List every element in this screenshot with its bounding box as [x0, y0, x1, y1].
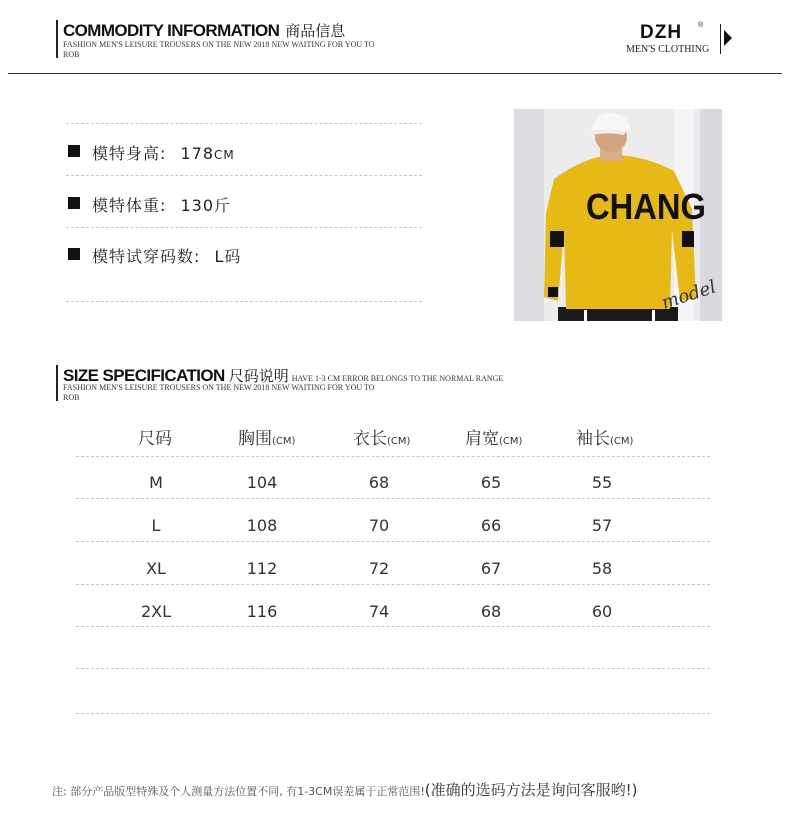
table-cell: 74	[368, 602, 390, 621]
table-cell: XL	[146, 559, 166, 578]
model-height	[92, 141, 235, 164]
model-weight	[92, 193, 231, 216]
header-label: 肩宽	[465, 429, 499, 449]
header-label: 袖长	[576, 429, 610, 449]
photo-signature: model	[659, 276, 719, 314]
divider-dashed	[76, 713, 710, 714]
table-cell: 2XL	[140, 602, 172, 621]
table-cell: 108	[246, 516, 278, 535]
divider-dashed	[76, 584, 710, 585]
brand-registered-mark: ®	[698, 22, 704, 29]
header-label: 胸围	[238, 429, 272, 449]
table-cell: L	[151, 516, 161, 535]
table-cell: 58	[591, 559, 613, 578]
footnote-big: (准确的选码方法是询问客服哟!)	[424, 781, 638, 799]
bullet-square-icon	[68, 145, 80, 157]
bullet-square-icon	[68, 248, 80, 260]
brand-divider	[720, 24, 721, 54]
divider-dashed	[76, 541, 710, 542]
table-cell: M	[149, 473, 163, 492]
table-cell: 67	[480, 559, 502, 578]
divider-dashed	[66, 227, 422, 228]
title-en: COMMODITY INFORMATION	[63, 21, 280, 40]
footnote	[52, 779, 637, 800]
table-header-size	[138, 424, 172, 449]
footnote-small: 注: 部分产品版型特殊及个人测量方法位置不同, 有1-3CM误差属于正常范围!	[52, 785, 425, 798]
divider-dashed	[66, 123, 422, 124]
table-cell: 68	[368, 473, 390, 492]
divider-dashed	[76, 498, 710, 499]
table-cell: 68	[480, 602, 502, 621]
table-cell: 66	[480, 516, 502, 535]
table-header-sleeve	[576, 424, 633, 449]
table-cell: 72	[368, 559, 390, 578]
header-divider	[8, 73, 782, 74]
brand-logo: DZH	[640, 22, 683, 43]
model-photo-illustration	[514, 109, 722, 321]
table-cell: 57	[591, 516, 613, 535]
shirt-print: CHANG	[586, 186, 706, 227]
divider-dashed	[76, 668, 710, 669]
table-cell: 60	[591, 602, 613, 621]
size-note: HAVE 1-3 CM ERROR BELONGS TO THE NORMAL RANGE	[291, 374, 504, 383]
table-header-shoulder	[465, 424, 522, 449]
table-cell: 112	[246, 559, 278, 578]
table-cell: 55	[591, 473, 613, 492]
size-title-en: SIZE SPECIFICATION	[63, 366, 225, 385]
size-subtitle: FASHION MEN'S LEISURE TROUSERS ON THE NEW 2018 NEW WAITING FOR YOU TO ROB	[63, 383, 375, 402]
table-header-chest	[238, 424, 295, 449]
model-photo	[514, 109, 722, 321]
header-subtitle: FASHION MEN'S LEISURE TROUSERS ON THE NEW 2018 NEW WAITING FOR YOU TO ROB	[63, 40, 375, 59]
brand-tagline: MEN'S CLOTHING	[626, 44, 710, 55]
model-height-value: 178	[180, 144, 215, 163]
divider-dashed	[66, 301, 422, 302]
size-title-cn: 尺码说明	[228, 367, 289, 385]
model-size-label: 模特试穿码数:	[92, 247, 201, 266]
title-cn: 商品信息	[285, 22, 346, 40]
table-cell: 116	[246, 602, 278, 621]
divider-dashed	[76, 456, 710, 457]
model-size	[92, 244, 241, 267]
divider-dashed	[76, 626, 710, 627]
model-weight-value: 130斤	[180, 196, 232, 215]
table-cell: 104	[246, 473, 278, 492]
model-height-label: 模特身高:	[92, 144, 167, 163]
model-height-unit: CM	[214, 148, 235, 162]
table-header-length	[353, 424, 410, 449]
header-label: 尺码	[138, 429, 172, 449]
header-accent-bar	[56, 20, 58, 58]
table-cell: 70	[368, 516, 390, 535]
arrow-right-icon	[724, 30, 732, 46]
header-unit: (CM)	[610, 436, 634, 447]
divider-dashed	[66, 175, 422, 176]
page-title	[63, 20, 345, 41]
model-size-value: L码	[214, 247, 242, 266]
header-label: 衣长	[353, 429, 387, 449]
bullet-square-icon	[68, 197, 80, 209]
table-cell: 65	[480, 473, 502, 492]
header-unit: (CM)	[272, 436, 296, 447]
header-unit: (CM)	[499, 436, 523, 447]
model-weight-label: 模特体重:	[92, 196, 167, 215]
size-accent-bar	[56, 365, 58, 401]
header-unit: (CM)	[387, 436, 411, 447]
